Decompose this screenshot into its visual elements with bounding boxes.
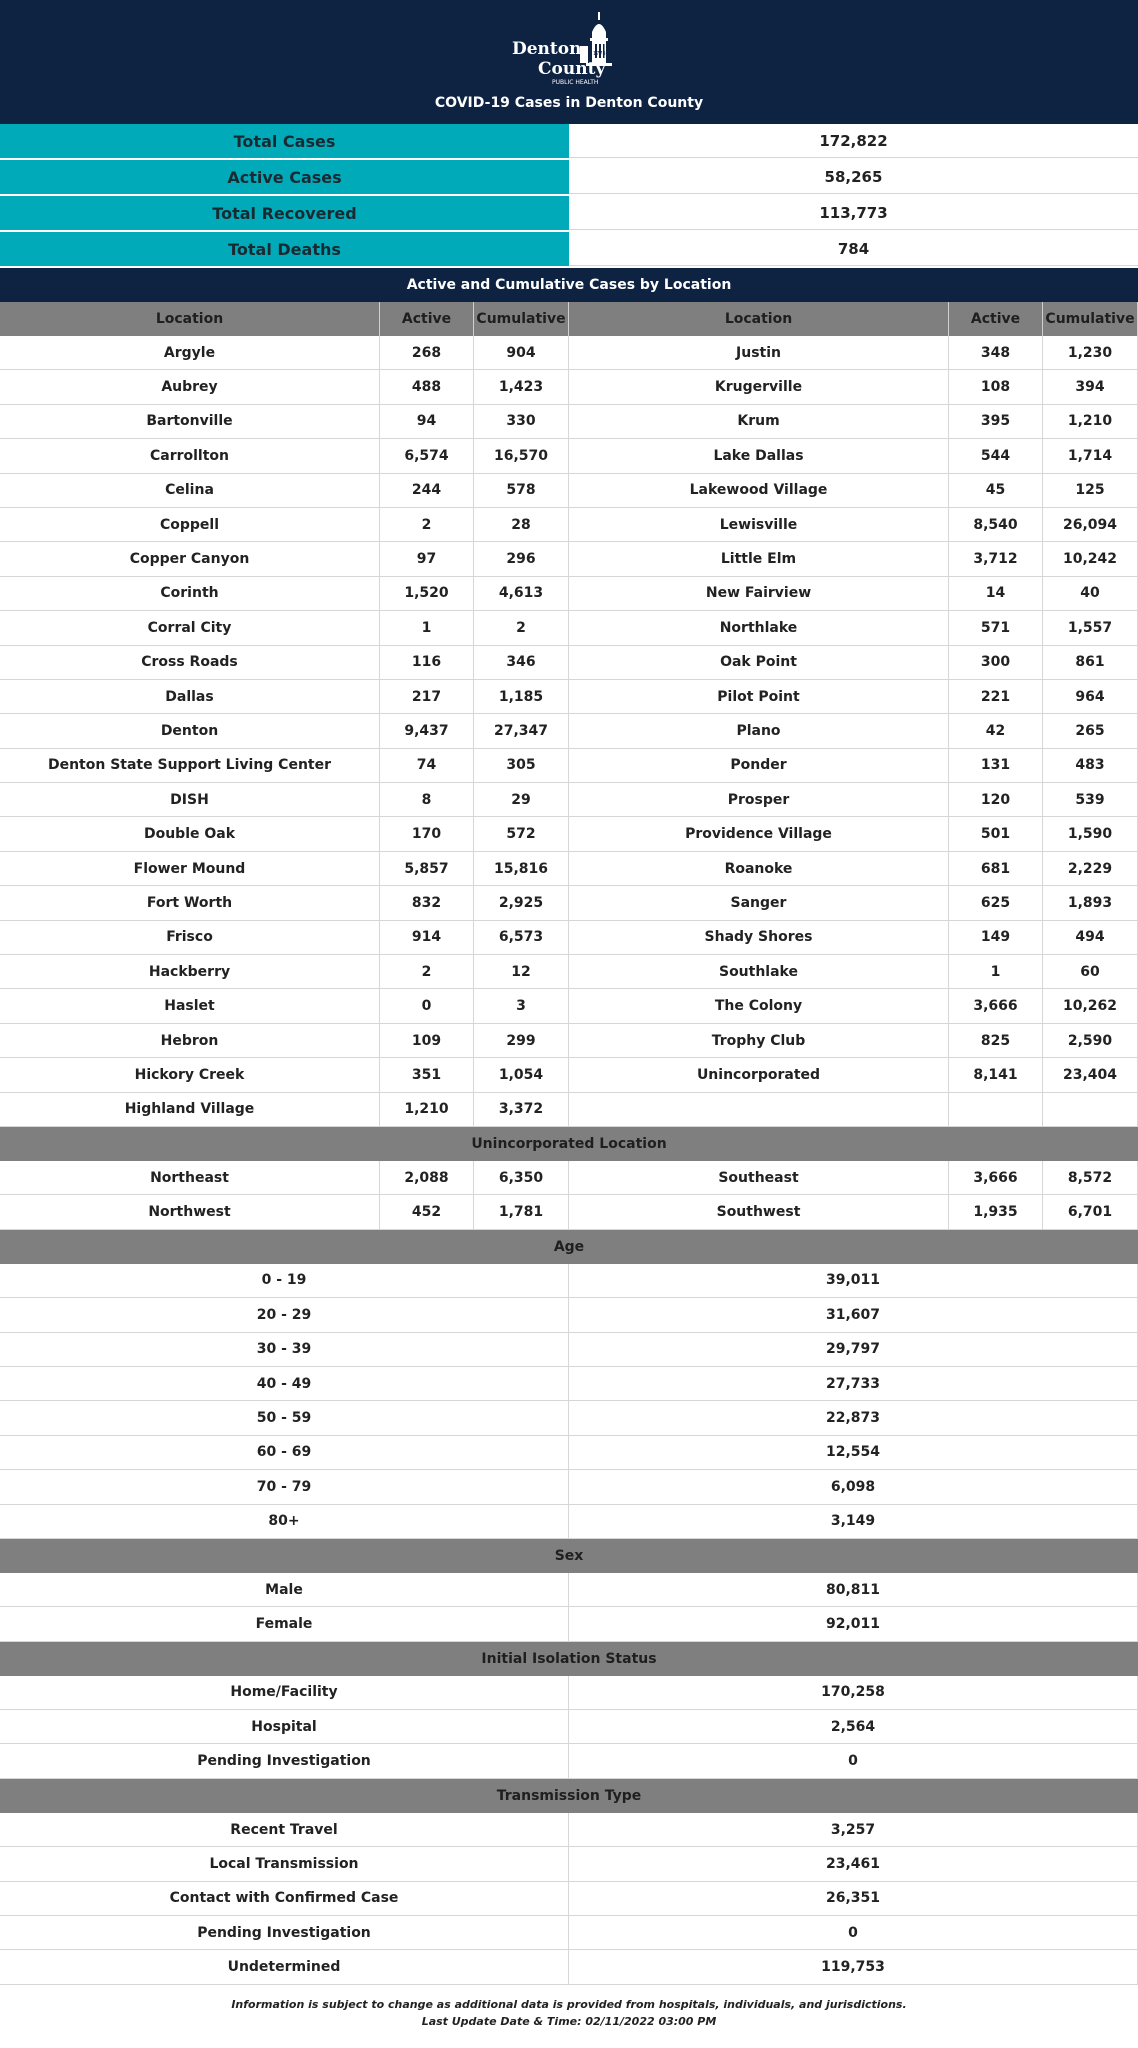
active-count: 501 xyxy=(949,817,1043,851)
count-value: 2,564 xyxy=(569,1710,1138,1744)
cumulative-count: 572 xyxy=(474,817,569,851)
cumulative-count: 1,893 xyxy=(1043,886,1138,920)
location-name: Frisco xyxy=(0,921,380,955)
active-count: 1 xyxy=(949,955,1043,989)
table-row xyxy=(0,1470,1138,1504)
table-row xyxy=(0,474,1138,508)
svg-text:County: County xyxy=(538,59,606,79)
table-row xyxy=(0,611,1138,645)
age-table-body xyxy=(0,1264,1138,1539)
cumulative-count: 40 xyxy=(1043,577,1138,611)
last-update-text: Last Update Date & Time: 02/11/2022 03:00 PM xyxy=(421,2014,717,2028)
table-row xyxy=(0,1882,1138,1916)
count-value: 23,461 xyxy=(569,1847,1138,1881)
table-row xyxy=(0,817,1138,851)
count-value: 29,797 xyxy=(569,1333,1138,1367)
location-name: Dallas xyxy=(0,680,380,714)
table-row xyxy=(0,955,1138,989)
disclaimer-text: Information is subject to change as additional data is provided from hospitals, individuals, and jurisdictions. xyxy=(231,1997,907,2011)
table-row xyxy=(0,1195,1138,1229)
location-table-header xyxy=(0,302,1138,336)
summary-value: 113,773 xyxy=(569,196,1138,230)
location-name: Celina xyxy=(0,474,380,508)
location-name: Ponder xyxy=(569,749,949,783)
location-name: Denton xyxy=(0,714,380,748)
table-row xyxy=(0,1607,1138,1641)
location-name: Little Elm xyxy=(569,542,949,576)
table-row xyxy=(0,783,1138,817)
cumulative-count: 6,350 xyxy=(474,1161,569,1195)
active-count: 3,712 xyxy=(949,542,1043,576)
cumulative-count: 28 xyxy=(474,508,569,542)
table-row xyxy=(0,1710,1138,1744)
active-count: 170 xyxy=(380,817,474,851)
location-name: New Fairview xyxy=(569,577,949,611)
cumulative-count: 12 xyxy=(474,955,569,989)
location-name: Southwest xyxy=(569,1195,949,1229)
cumulative-count: 23,404 xyxy=(1043,1058,1138,1092)
active-count: 108 xyxy=(949,370,1043,404)
column-header: Cumulative xyxy=(474,302,569,336)
table-row xyxy=(0,542,1138,576)
active-count: 2,088 xyxy=(380,1161,474,1195)
active-count: 351 xyxy=(380,1058,474,1092)
active-count: 116 xyxy=(380,646,474,680)
cumulative-count: 1,714 xyxy=(1043,439,1138,473)
location-name: Denton State Support Living Center xyxy=(0,749,380,783)
table-row xyxy=(0,1333,1138,1367)
cumulative-count: 1,210 xyxy=(1043,405,1138,439)
summary-value: 58,265 xyxy=(569,160,1138,194)
table-row xyxy=(0,1161,1138,1195)
cumulative-count: 1,781 xyxy=(474,1195,569,1229)
cumulative-count: 904 xyxy=(474,336,569,370)
category-label: Contact with Confirmed Case xyxy=(0,1882,569,1916)
active-count: 300 xyxy=(949,646,1043,680)
table-row xyxy=(0,405,1138,439)
column-header: Active xyxy=(380,302,474,336)
active-count: 149 xyxy=(949,921,1043,955)
cumulative-count: 494 xyxy=(1043,921,1138,955)
active-count: 488 xyxy=(380,370,474,404)
active-count: 109 xyxy=(380,1024,474,1058)
svg-text:1773: 1773 xyxy=(593,51,606,57)
count-value: 3,257 xyxy=(569,1813,1138,1847)
active-count: 120 xyxy=(949,783,1043,817)
cumulative-count: 1,423 xyxy=(474,370,569,404)
table-row xyxy=(0,1024,1138,1058)
table-row xyxy=(0,714,1138,748)
table-row xyxy=(0,1813,1138,1847)
count-value: 0 xyxy=(569,1916,1138,1950)
cumulative-count: 2 xyxy=(474,611,569,645)
location-name: Corral City xyxy=(0,611,380,645)
active-count: 1,210 xyxy=(380,1093,474,1127)
category-label: Female xyxy=(0,1607,569,1641)
location-name: Krugerville xyxy=(569,370,949,404)
active-count xyxy=(949,1093,1043,1127)
category-label: 80+ xyxy=(0,1505,569,1539)
summary-row xyxy=(0,160,1138,196)
active-count: 2 xyxy=(380,508,474,542)
summary-table xyxy=(0,124,1138,268)
table-row xyxy=(0,886,1138,920)
active-count: 8 xyxy=(380,783,474,817)
cumulative-count: 330 xyxy=(474,405,569,439)
active-count: 1,935 xyxy=(949,1195,1043,1229)
location-name: Plano xyxy=(569,714,949,748)
location-name: Hebron xyxy=(0,1024,380,1058)
summary-row xyxy=(0,232,1138,268)
location-name: Northeast xyxy=(0,1161,380,1195)
location-name: Prosper xyxy=(569,783,949,817)
location-name: Sanger xyxy=(569,886,949,920)
table-row xyxy=(0,439,1138,473)
table-row xyxy=(0,1298,1138,1332)
active-count: 625 xyxy=(949,886,1043,920)
location-table-body xyxy=(0,336,1138,1127)
location-name: Coppell xyxy=(0,508,380,542)
location-name: Providence Village xyxy=(569,817,949,851)
category-label: Pending Investigation xyxy=(0,1744,569,1778)
active-count: 544 xyxy=(949,439,1043,473)
cumulative-count: 15,816 xyxy=(474,852,569,886)
count-value: 80,811 xyxy=(569,1573,1138,1607)
active-count: 94 xyxy=(380,405,474,439)
location-name: Cross Roads xyxy=(0,646,380,680)
count-value: 6,098 xyxy=(569,1470,1138,1504)
cumulative-count: 539 xyxy=(1043,783,1138,817)
cumulative-count xyxy=(1043,1093,1138,1127)
active-count: 395 xyxy=(949,405,1043,439)
location-name: Unincorporated xyxy=(569,1058,949,1092)
category-label: 20 - 29 xyxy=(0,1298,569,1332)
footer xyxy=(0,1985,1138,2041)
unincorporated-section-title: Unincorporated Location xyxy=(0,1127,1138,1161)
summary-value: 172,822 xyxy=(569,124,1138,158)
active-count: 1 xyxy=(380,611,474,645)
cumulative-count: 394 xyxy=(1043,370,1138,404)
cumulative-count: 26,094 xyxy=(1043,508,1138,542)
cumulative-count: 3 xyxy=(474,989,569,1023)
table-row xyxy=(0,1847,1138,1881)
location-name: Roanoke xyxy=(569,852,949,886)
summary-row xyxy=(0,124,1138,160)
active-count: 42 xyxy=(949,714,1043,748)
location-name: Southeast xyxy=(569,1161,949,1195)
active-count: 5,857 xyxy=(380,852,474,886)
summary-label: Total Deaths xyxy=(0,232,569,266)
table-row xyxy=(0,749,1138,783)
count-value: 31,607 xyxy=(569,1298,1138,1332)
location-name: Hickory Creek xyxy=(0,1058,380,1092)
category-label: Pending Investigation xyxy=(0,1916,569,1950)
count-value: 12,554 xyxy=(569,1436,1138,1470)
count-value: 39,011 xyxy=(569,1264,1138,1298)
active-count: 45 xyxy=(949,474,1043,508)
location-name: The Colony xyxy=(569,989,949,1023)
active-count: 268 xyxy=(380,336,474,370)
summary-label: Total Recovered xyxy=(0,196,569,230)
active-count: 825 xyxy=(949,1024,1043,1058)
location-name: Shady Shores xyxy=(569,921,949,955)
table-row xyxy=(0,508,1138,542)
age-section-title: Age xyxy=(0,1230,1138,1264)
active-count: 217 xyxy=(380,680,474,714)
table-row xyxy=(0,1573,1138,1607)
count-value: 26,351 xyxy=(569,1882,1138,1916)
cumulative-count: 3,372 xyxy=(474,1093,569,1127)
active-count: 0 xyxy=(380,989,474,1023)
active-count: 8,141 xyxy=(949,1058,1043,1092)
category-label: 50 - 59 xyxy=(0,1401,569,1435)
location-name: Hackberry xyxy=(0,955,380,989)
active-count: 2 xyxy=(380,955,474,989)
location-section-title: Active and Cumulative Cases by Location xyxy=(0,268,1138,302)
table-row xyxy=(0,370,1138,404)
table-row xyxy=(0,989,1138,1023)
cumulative-count: 1,185 xyxy=(474,680,569,714)
table-row xyxy=(0,921,1138,955)
cumulative-count: 8,572 xyxy=(1043,1161,1138,1195)
location-name: Northwest xyxy=(0,1195,380,1229)
denton-county-logo xyxy=(512,10,628,90)
location-name: Northlake xyxy=(569,611,949,645)
cumulative-count: 4,613 xyxy=(474,577,569,611)
location-name: Haslet xyxy=(0,989,380,1023)
count-value: 0 xyxy=(569,1744,1138,1778)
cumulative-count: 578 xyxy=(474,474,569,508)
category-label: Hospital xyxy=(0,1710,569,1744)
count-value: 27,733 xyxy=(569,1367,1138,1401)
location-name: Justin xyxy=(569,336,949,370)
cumulative-count: 2,925 xyxy=(474,886,569,920)
location-name: Krum xyxy=(569,405,949,439)
active-count: 914 xyxy=(380,921,474,955)
location-name: Lakewood Village xyxy=(569,474,949,508)
column-header: Location xyxy=(0,302,380,336)
table-row xyxy=(0,1436,1138,1470)
table-row xyxy=(0,852,1138,886)
table-row xyxy=(0,680,1138,714)
isolation-section-title: Initial Isolation Status xyxy=(0,1642,1138,1676)
category-label: 60 - 69 xyxy=(0,1436,569,1470)
cumulative-count: 2,590 xyxy=(1043,1024,1138,1058)
cumulative-count: 861 xyxy=(1043,646,1138,680)
location-name: Flower Mound xyxy=(0,852,380,886)
svg-text:Denton: Denton xyxy=(512,39,582,59)
cumulative-count: 16,570 xyxy=(474,439,569,473)
active-count: 14 xyxy=(949,577,1043,611)
table-row xyxy=(0,646,1138,680)
active-count: 571 xyxy=(949,611,1043,645)
active-count: 97 xyxy=(380,542,474,576)
table-row xyxy=(0,1367,1138,1401)
summary-label: Active Cases xyxy=(0,160,569,194)
active-count: 244 xyxy=(380,474,474,508)
column-header: Cumulative xyxy=(1043,302,1138,336)
cumulative-count: 29 xyxy=(474,783,569,817)
summary-value: 784 xyxy=(569,232,1138,266)
active-count: 452 xyxy=(380,1195,474,1229)
location-name: Fort Worth xyxy=(0,886,380,920)
unincorporated-table-body xyxy=(0,1161,1138,1230)
location-name: Lake Dallas xyxy=(569,439,949,473)
cumulative-count: 296 xyxy=(474,542,569,576)
column-header: Location xyxy=(569,302,949,336)
table-row xyxy=(0,1916,1138,1950)
cumulative-count: 1,230 xyxy=(1043,336,1138,370)
location-name: Double Oak xyxy=(0,817,380,851)
active-count: 832 xyxy=(380,886,474,920)
sex-section-title: Sex xyxy=(0,1539,1138,1573)
location-name: Aubrey xyxy=(0,370,380,404)
table-row xyxy=(0,1401,1138,1435)
cumulative-count: 346 xyxy=(474,646,569,680)
active-count: 3,666 xyxy=(949,989,1043,1023)
count-value: 119,753 xyxy=(569,1950,1138,1984)
isolation-table-body xyxy=(0,1676,1138,1779)
cumulative-count: 1,557 xyxy=(1043,611,1138,645)
active-count: 74 xyxy=(380,749,474,783)
category-label: 0 - 19 xyxy=(0,1264,569,1298)
cumulative-count: 483 xyxy=(1043,749,1138,783)
location-name: Oak Point xyxy=(569,646,949,680)
cumulative-count: 10,262 xyxy=(1043,989,1138,1023)
category-label: 30 - 39 xyxy=(0,1333,569,1367)
table-row xyxy=(0,1950,1138,1984)
category-label: Home/Facility xyxy=(0,1676,569,1710)
cumulative-count: 305 xyxy=(474,749,569,783)
category-label: 70 - 79 xyxy=(0,1470,569,1504)
count-value: 22,873 xyxy=(569,1401,1138,1435)
category-label: Recent Travel xyxy=(0,1813,569,1847)
location-name: Carrollton xyxy=(0,439,380,473)
svg-text:PUBLIC HEALTH: PUBLIC HEALTH xyxy=(552,79,599,86)
location-name: Trophy Club xyxy=(569,1024,949,1058)
active-count: 221 xyxy=(949,680,1043,714)
location-name: Copper Canyon xyxy=(0,542,380,576)
cumulative-count: 60 xyxy=(1043,955,1138,989)
cumulative-count: 2,229 xyxy=(1043,852,1138,886)
transmission-section-title: Transmission Type xyxy=(0,1779,1138,1813)
cumulative-count: 1,590 xyxy=(1043,817,1138,851)
cumulative-count: 1,054 xyxy=(474,1058,569,1092)
location-name: Highland Village xyxy=(0,1093,380,1127)
location-name: DISH xyxy=(0,783,380,817)
active-count: 3,666 xyxy=(949,1161,1043,1195)
page-title: COVID-19 Cases in Denton County xyxy=(434,95,704,111)
table-row xyxy=(0,1093,1138,1127)
count-value: 170,258 xyxy=(569,1676,1138,1710)
cumulative-count: 6,573 xyxy=(474,921,569,955)
header xyxy=(0,0,1138,124)
cumulative-count: 265 xyxy=(1043,714,1138,748)
active-count: 681 xyxy=(949,852,1043,886)
table-row xyxy=(0,1058,1138,1092)
location-name: Lewisville xyxy=(569,508,949,542)
location-name: Corinth xyxy=(0,577,380,611)
count-value: 92,011 xyxy=(569,1607,1138,1641)
active-count: 131 xyxy=(949,749,1043,783)
category-label: Undetermined xyxy=(0,1950,569,1984)
cumulative-count: 27,347 xyxy=(474,714,569,748)
active-count: 9,437 xyxy=(380,714,474,748)
category-label: 40 - 49 xyxy=(0,1367,569,1401)
active-count: 1,520 xyxy=(380,577,474,611)
cumulative-count: 964 xyxy=(1043,680,1138,714)
location-name: Pilot Point xyxy=(569,680,949,714)
active-count: 6,574 xyxy=(380,439,474,473)
table-row xyxy=(0,577,1138,611)
cumulative-count: 299 xyxy=(474,1024,569,1058)
active-count: 348 xyxy=(949,336,1043,370)
location-name: Southlake xyxy=(569,955,949,989)
location-name xyxy=(569,1093,949,1127)
summary-label: Total Cases xyxy=(0,124,569,158)
table-row xyxy=(0,1264,1138,1298)
column-header: Active xyxy=(949,302,1043,336)
cumulative-count: 10,242 xyxy=(1043,542,1138,576)
location-name: Argyle xyxy=(0,336,380,370)
cumulative-count: 125 xyxy=(1043,474,1138,508)
summary-row xyxy=(0,196,1138,232)
table-row xyxy=(0,1744,1138,1778)
sex-table-body xyxy=(0,1573,1138,1642)
category-label: Local Transmission xyxy=(0,1847,569,1881)
location-name: Bartonville xyxy=(0,405,380,439)
table-row xyxy=(0,1505,1138,1539)
count-value: 3,149 xyxy=(569,1505,1138,1539)
active-count: 8,540 xyxy=(949,508,1043,542)
table-row xyxy=(0,336,1138,370)
transmission-table-body xyxy=(0,1813,1138,1985)
category-label: Male xyxy=(0,1573,569,1607)
cumulative-count: 6,701 xyxy=(1043,1195,1138,1229)
table-row xyxy=(0,1676,1138,1710)
